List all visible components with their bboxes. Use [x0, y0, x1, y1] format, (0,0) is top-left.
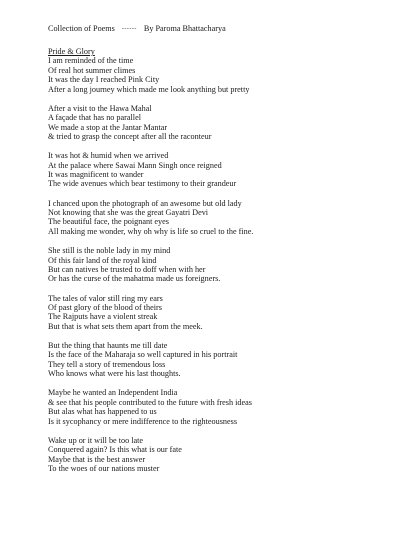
poem-line: It was magnificent to wander — [48, 170, 144, 180]
poem-line: It was hot & humid when we arrived — [48, 151, 169, 161]
poem-stanza — [48, 246, 400, 284]
poem-line: She still is the noble lady in my mind — [48, 246, 171, 256]
collection-title: Collection of Poems — [48, 24, 115, 33]
poem-line: Of real hot summer climes — [48, 65, 136, 75]
poem-line: Is the face of the Maharaja so well captured in his portrait — [48, 350, 238, 360]
poem-stanza — [48, 294, 400, 332]
poem-line: To the woes of our nations muster — [48, 464, 160, 473]
poem-line: & tried to grasp the concept after all the raconteur — [48, 132, 212, 142]
poem-stanza — [48, 436, 400, 474]
poem-line: But that is what sets them apart from the meek. — [48, 321, 203, 331]
poem-line: Of past glory of the blood of theirs — [48, 302, 162, 312]
poem-line: All making me wonder, why oh why is life so cruel to the fine. — [48, 226, 254, 236]
poem-line: A façade that has no parallel — [48, 113, 141, 123]
poem-line: We made a stop at the Jantar Mantar — [48, 122, 168, 132]
poem-line: & see that his people contributed to the future with fresh ideas — [48, 397, 252, 407]
poem-line: Maybe he wanted an Independent India — [48, 388, 178, 398]
poem-line: Is it sycophancy or mere indifference to the righteousness — [48, 416, 238, 426]
poem-line: The beautiful face, the poignant eyes — [48, 217, 169, 227]
poem — [48, 47, 400, 473]
poem-line: But can natives be trusted to doff when with her — [48, 264, 206, 274]
poem-line: Maybe that is the best answer — [48, 454, 146, 464]
poem-stanza — [48, 341, 400, 379]
poem-line: Conquered again? Is this what is our fate — [48, 445, 182, 455]
author-name: By Paroma Bhattacharya — [143, 24, 226, 33]
poem-line: I am reminded of the time — [48, 56, 134, 66]
poem-line: Wake up or it will be too late — [48, 435, 144, 445]
poem-stanza — [48, 388, 400, 426]
poem-line: At the palace where Sawai Mann Singh once reigned — [48, 160, 222, 170]
poem-stanza — [48, 151, 400, 189]
document-header — [48, 24, 400, 34]
poem-line: Of this fair land of the royal kind — [48, 255, 157, 265]
poem-stanza — [48, 56, 400, 94]
poem-line: The wide avenues which bear testimony to their grandeur — [48, 179, 237, 189]
poem-line: But the thing that haunts me till date — [48, 340, 168, 350]
poem-line: After a long journey which made me look anything but pretty — [48, 84, 250, 94]
poem-title: Pride & Glory — [48, 47, 95, 56]
poem-line: Who knows what were his last thoughts. — [48, 369, 181, 379]
poem-line: The tales of valor still ring my ears — [48, 293, 163, 303]
header-separator: ------ — [121, 26, 137, 32]
poem-stanza — [48, 104, 400, 142]
poem-line: They tell a story of tremendous loss — [48, 359, 166, 369]
poem-line: The Rajputs have a violent streak — [48, 312, 158, 322]
poem-line: After a visit to the Hawa Mahal — [48, 103, 152, 113]
poem-stanza — [48, 199, 400, 237]
poem-line: But alas what has happened to us — [48, 407, 157, 417]
poem-line: It was the day I reached Pink City — [48, 75, 160, 85]
poem-line: Or has the curse of the mahatma made us foreigners. — [48, 274, 221, 284]
poem-line: Not knowing that she was the great Gayatri Devi — [48, 208, 209, 218]
poem-body — [48, 56, 400, 473]
poem-line: I chanced upon the photograph of an awesome but old lady — [48, 198, 242, 208]
